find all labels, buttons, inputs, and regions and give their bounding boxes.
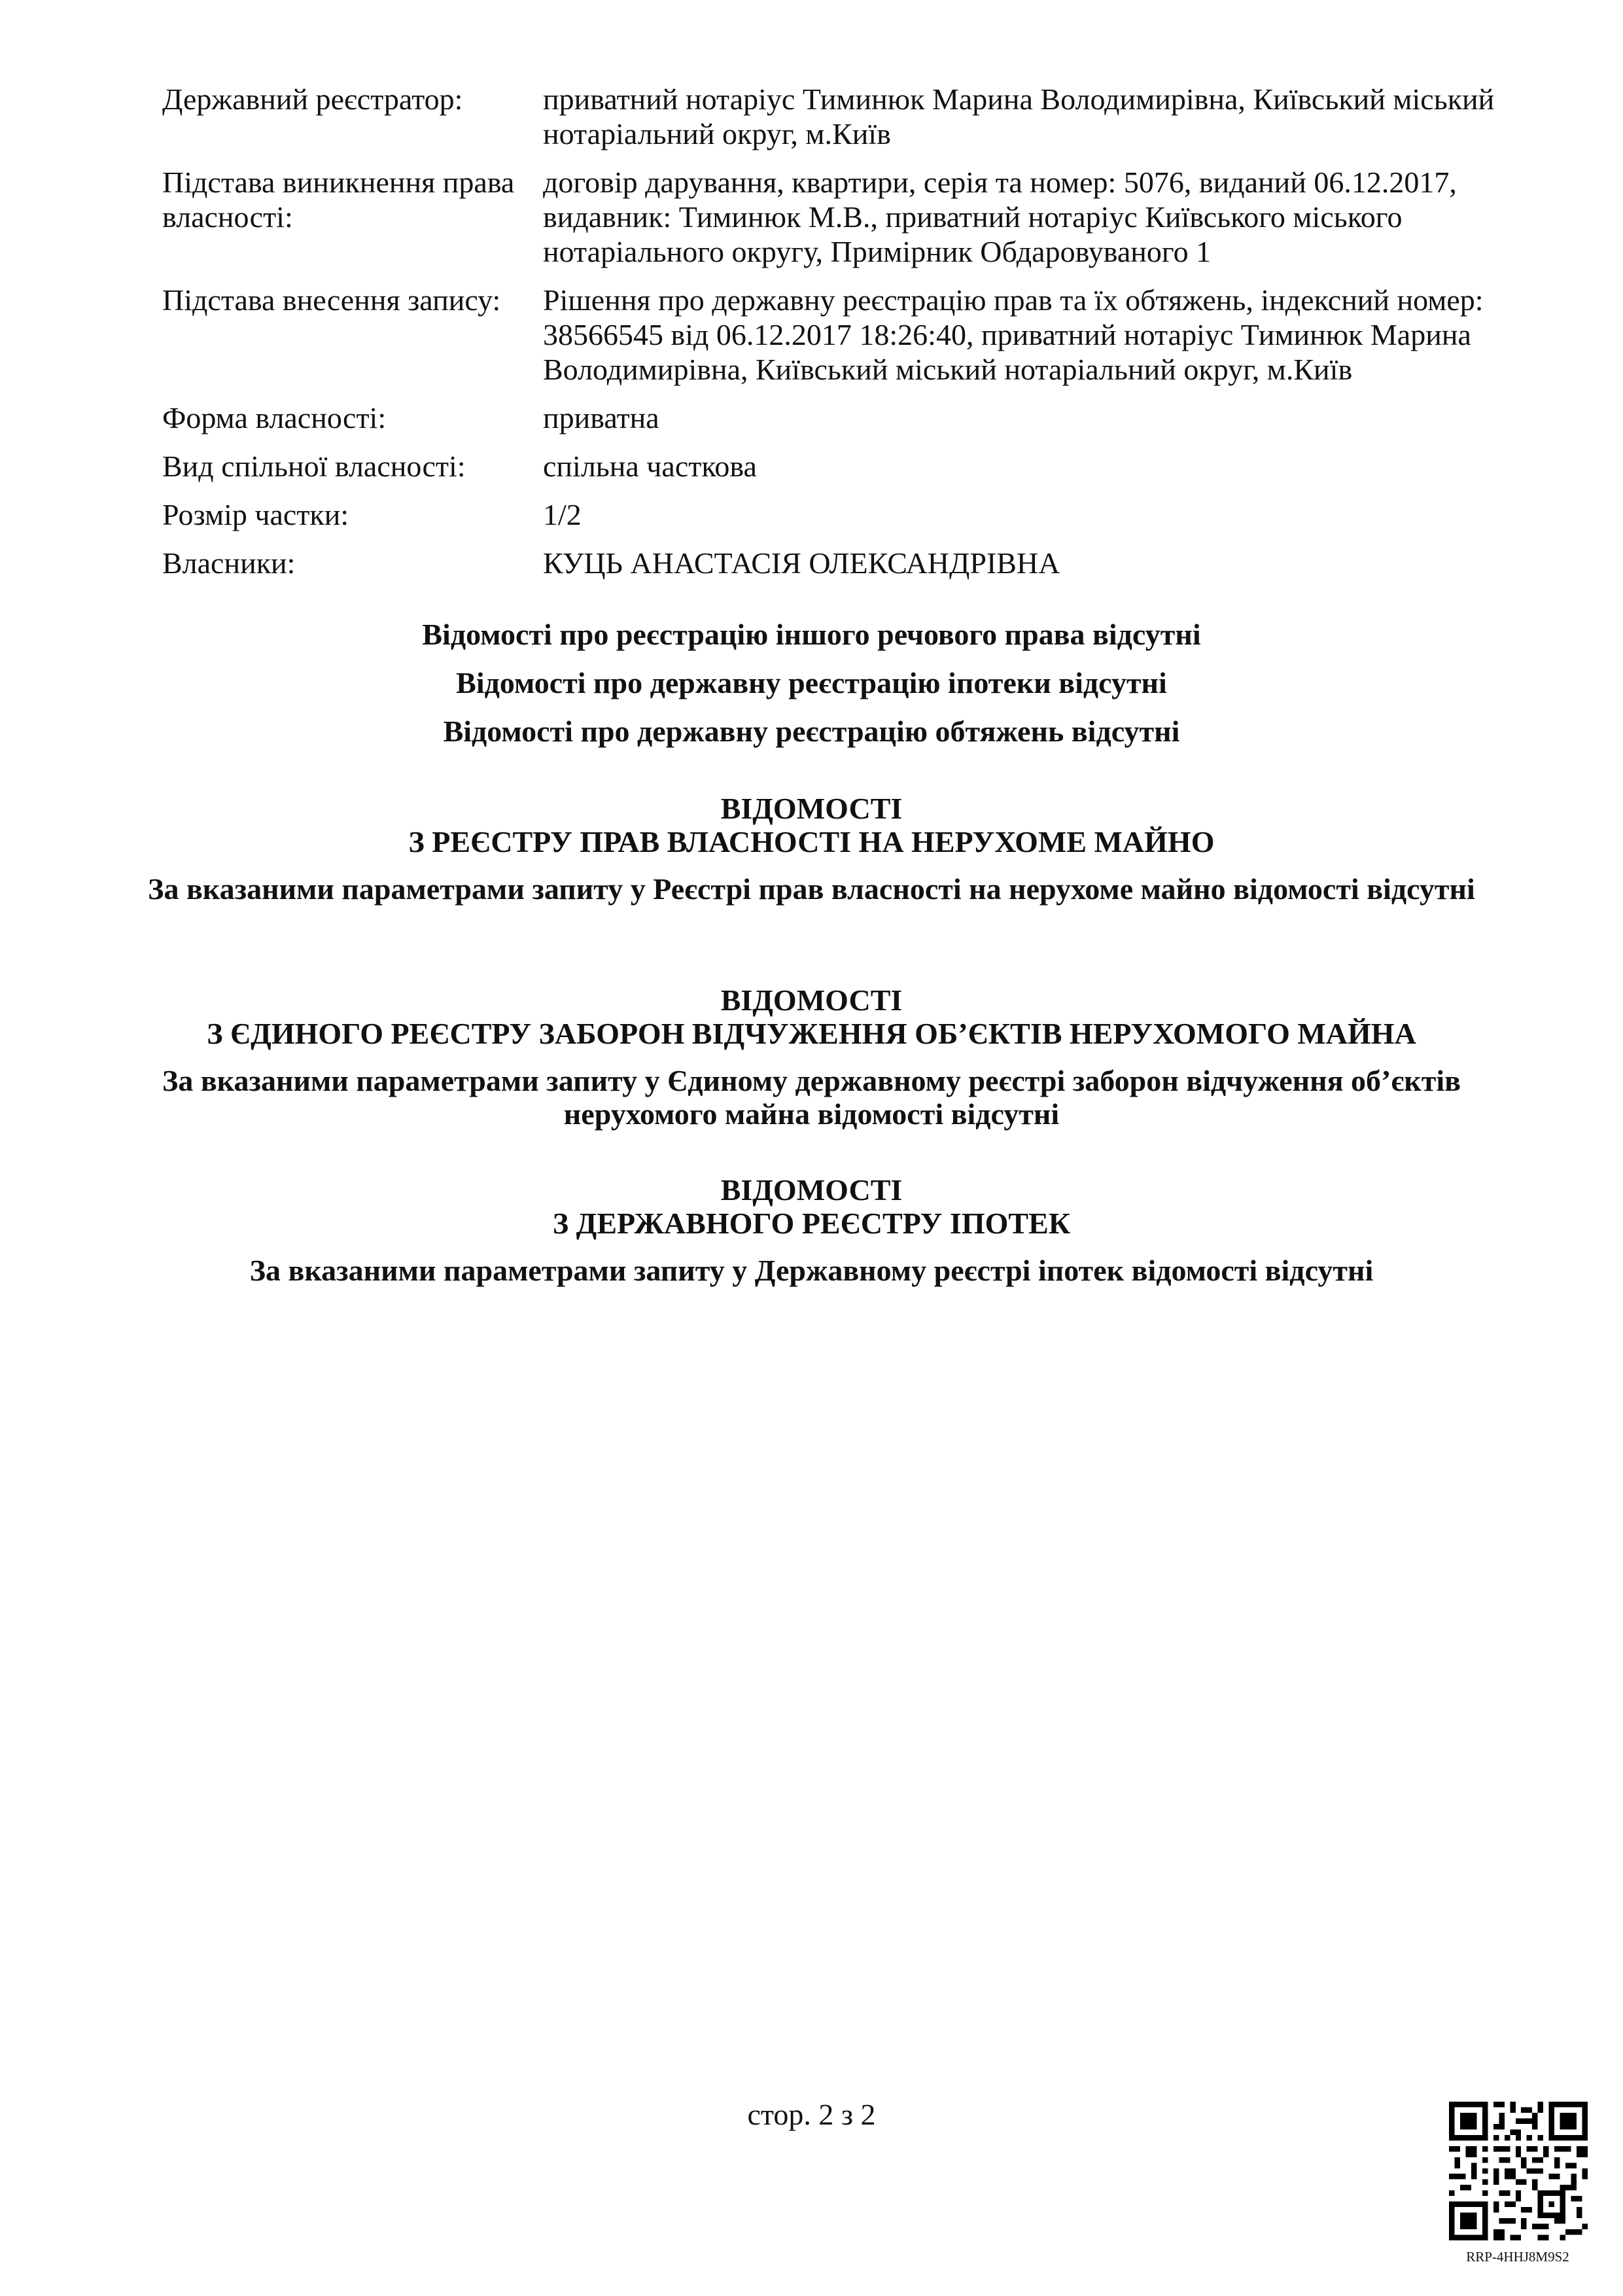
notice-mortgage: Відомості про державну реєстрацію іпотеки відсутні bbox=[456, 666, 1167, 699]
section-heading-line: З ДЕРЖАВНОГО РЕЄСТРУ ІПОТЕК bbox=[552, 1207, 1071, 1240]
section-body: За вказаними параметрами запиту у Державному реєстрі іпотек відомості відсутні bbox=[249, 1254, 1374, 1287]
field-value: приватний нотаріус Тиминюк Марина Володимирівна, Київський міський нотаріальний округ, м.Київ bbox=[543, 82, 1495, 150]
page-number: стор. 2 з 2 bbox=[747, 2098, 876, 2131]
field-label: Підстава виникнення права власності: bbox=[162, 166, 515, 234]
section-heading bbox=[131, 792, 1492, 858]
field-value: Рішення про державну реєстрацію прав та їх обтяжень, індексний номер: 38566545 від 06.12.2017 18:26:40, приватний нотаріус Тиминюк Марина Володимирівна, Київський міський нотаріальний округ, м.Київ bbox=[543, 283, 1484, 386]
qr-code-icon bbox=[1449, 2102, 1588, 2240]
field-joint-ownership-type bbox=[162, 449, 1536, 484]
field-label: Підстава внесення запису: bbox=[162, 283, 501, 317]
field-share-size bbox=[162, 497, 1536, 532]
section-heading-line: ВІДОМОСТІ bbox=[720, 792, 903, 825]
field-label: Розмір частки: bbox=[162, 498, 349, 531]
field-owners bbox=[162, 546, 1536, 580]
notice-encumbrances: Відомості про державну реєстрацію обтяжень відсутні bbox=[443, 715, 1180, 748]
field-ownership-basis bbox=[162, 165, 1536, 269]
section-heading bbox=[131, 983, 1492, 1050]
field-value: договір дарування, квартири, серія та номер: 5076, виданий 06.12.2017, видавник: Тиминюк М.В., приватний нотаріус Київського міського нотаріального округу, Примірник Обдаровуваного 1 bbox=[543, 166, 1457, 268]
section-body: За вказаними параметрами запиту у Єдиному державному реєстрі заборон відчуження об’єктів нерухомого майна відомості відсутні bbox=[162, 1064, 1461, 1131]
field-label: Форма власності: bbox=[162, 401, 387, 434]
field-value: спільна часткова bbox=[543, 450, 757, 483]
section-heading-line: ВІДОМОСТІ bbox=[720, 983, 903, 1017]
field-label: Вид спільної власності: bbox=[162, 450, 466, 483]
record-fields bbox=[162, 82, 1536, 594]
field-value: приватна bbox=[543, 401, 659, 434]
section-alienation-bans-registry bbox=[131, 983, 1492, 1131]
field-registrar bbox=[162, 82, 1536, 151]
section-heading-line: З ЄДИНОГО РЕЄСТРУ ЗАБОРОН ВІДЧУЖЕННЯ ОБ’ЄКТІВ НЕРУХОМОГО МАЙНА bbox=[207, 1017, 1416, 1050]
field-label: Власники: bbox=[162, 546, 296, 580]
section-mortgage-registry bbox=[131, 1173, 1492, 1287]
field-value: 1/2 bbox=[543, 498, 582, 531]
notice-other-rights: Відомості про реєстрацію іншого речового права відсутні bbox=[422, 618, 1201, 651]
field-entry-basis bbox=[162, 283, 1536, 387]
section-heading-line: ВІДОМОСТІ bbox=[720, 1173, 903, 1207]
qr-code-caption: RRP-4HHJ8M9S2 bbox=[1466, 2249, 1569, 2265]
section-heading bbox=[131, 1173, 1492, 1240]
section-property-rights-registry bbox=[131, 792, 1492, 906]
field-label: Державний реєстратор: bbox=[162, 82, 463, 116]
field-ownership-form bbox=[162, 400, 1536, 435]
section-body: За вказаними параметрами запиту у Реєстрі прав власності на нерухоме майно відомості відсутні bbox=[148, 872, 1475, 906]
field-value: КУЦЬ АНАСТАСІЯ ОЛЕКСАНДРІВНА bbox=[543, 546, 1060, 580]
section-heading-line: З РЕЄСТРУ ПРАВ ВЛАСНОСТІ НА НЕРУХОМЕ МАЙНО bbox=[408, 825, 1215, 858]
